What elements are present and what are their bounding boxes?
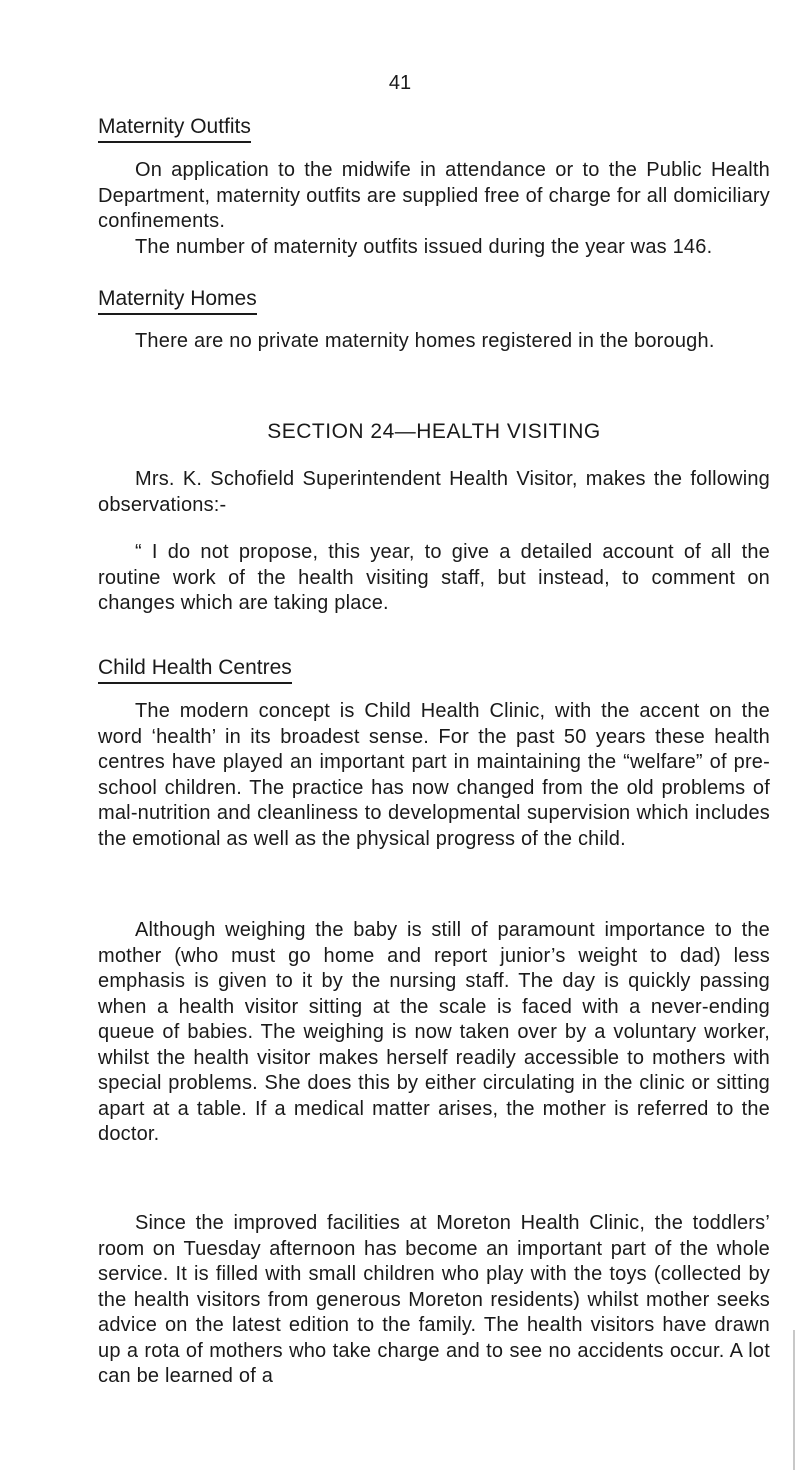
maternity-homes-body — [98, 329, 770, 355]
child-health-centres-body-3 — [98, 1211, 770, 1390]
paragraph: “ I do not propose, this year, to give a detailed account of all the routine work of the health visiting staff, but instead, to comment on changes which are taking place. — [98, 541, 770, 614]
paragraph: Mrs. K. Schofield Superintendent Health Visitor, makes the following observations:- — [98, 468, 770, 516]
maternity-homes-heading: Maternity Homes — [98, 285, 257, 315]
paragraph: Although weighing the baby is still of paramount importance to the mother (who must go home and report junior’s weight to dad) less emphasis is given to it by the nursing staff. The day is quickly passing when a health visitor sitting at the scale is faced with a never-ending queue of babies. The weighing is now taken over by a voluntary worker, whilst the health visitor makes herself readily accessible to mothers with special problems. She does this by either circulating in the clinic or sitting apart at a table. If a medical matter arises, the mother is referred to the doctor. — [98, 919, 770, 1145]
section-24 — [98, 418, 770, 446]
maternity-homes-section — [98, 285, 770, 315]
paragraph: On application to the midwife in attendance or to the Public Health Department, maternity outfits are supplied free of charge for all domiciliary confinements. — [98, 159, 770, 232]
child-health-centres-heading: Child Health Centres — [98, 654, 292, 684]
paragraph: The number of maternity outfits issued during the year was 146. — [135, 235, 713, 258]
maternity-outfits-body — [98, 158, 770, 260]
section-title: SECTION 24—HEALTH VISITING — [267, 420, 601, 443]
maternity-outfits-section — [98, 113, 770, 143]
child-health-centres-body-2 — [98, 918, 770, 1148]
maternity-outfits-heading: Maternity Outfits — [98, 113, 251, 143]
section-24-body — [98, 467, 770, 518]
paragraph: Since the improved facilities at Moreton Health Clinic, the toddlers’ room on Tuesday afternoon has become an important part of the whole service. It is filled with small children who play with the toys (collected by the health visitors from generous Moreton residents) whilst mother seeks advice on the latest edition to the family. The health visitors have drawn up a rota of mothers who take charge and to see no accidents occur. A lot can be learned of a — [98, 1212, 770, 1387]
child-health-centres-body-1 — [98, 699, 770, 852]
page-number: 41 — [388, 72, 412, 94]
section-24-quote — [98, 540, 770, 617]
scan-edge-mark — [793, 1330, 795, 1470]
paragraph: There are no private maternity homes registered in the borough. — [135, 330, 715, 352]
child-health-centres-section — [98, 654, 770, 684]
paragraph: The modern concept is Child Health Clinic, with the accent on the word ‘health’ in its broadest sense. For the past 50 years these health centres have played an important part in maintaining the “welfare” of pre-school children. The practice has now changed from the old problems of mal-nutrition and cleanliness to developmental supervision which includes the emotional as well as the physical progress of the child. — [98, 700, 770, 850]
